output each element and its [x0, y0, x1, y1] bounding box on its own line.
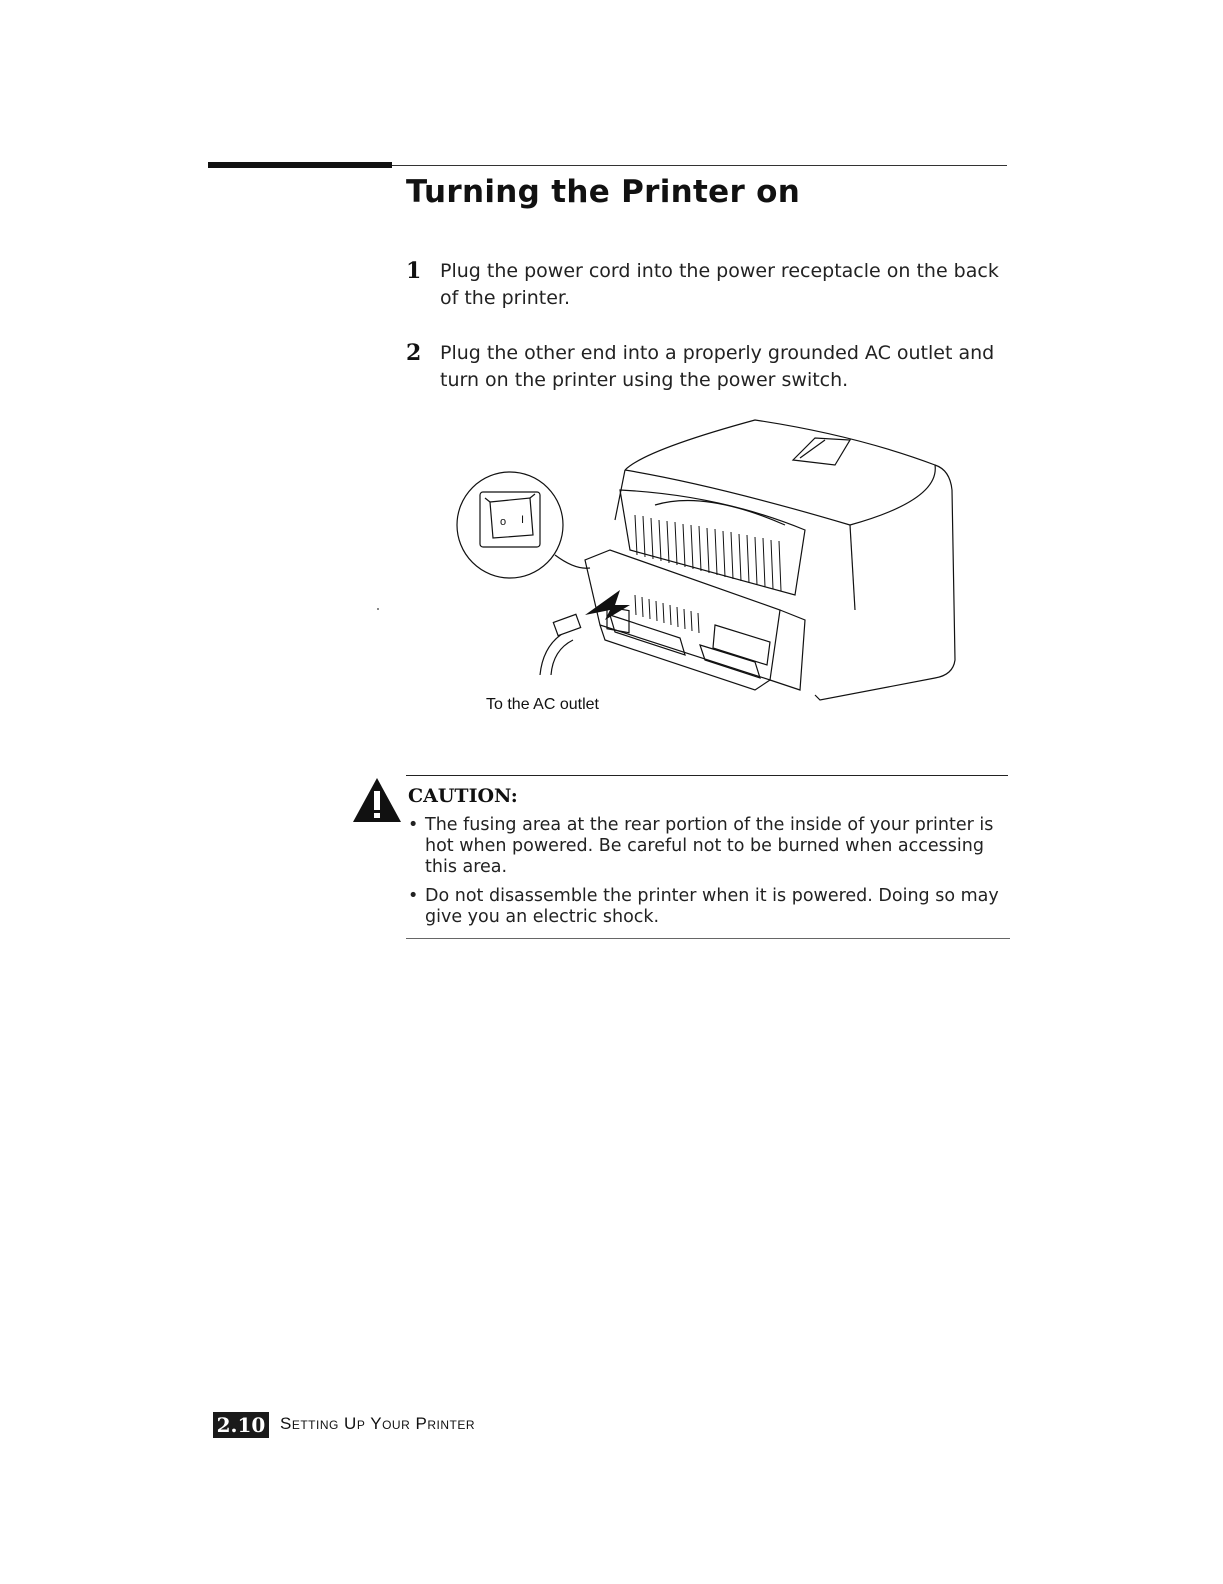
- header-rule-thick: [208, 162, 392, 168]
- caution-rule-top: [406, 775, 1008, 776]
- caution-item: • Do not disassemble the printer when it is powered. Doing so may give you an electric shock.: [408, 886, 1013, 928]
- step-number: 1: [406, 258, 422, 284]
- caution-list: [408, 815, 1013, 936]
- step-text: Plug the power cord into the power receptacle on the back of the printer.: [440, 260, 999, 309]
- printer-rear-illustration: [455, 410, 965, 720]
- page-number-badge: 2.10: [213, 1412, 269, 1438]
- switch-off-mark: o: [500, 516, 507, 528]
- caution-heading: CAUTION:: [408, 785, 518, 807]
- chapter-title: Setting Up Your Printer: [280, 1414, 475, 1433]
- warning-triangle-icon: [352, 777, 402, 823]
- insert-arrow-icon: [585, 590, 630, 620]
- step-text: Plug the other end into a properly grounded AC outlet and turn on the printer using the power switch.: [440, 342, 995, 391]
- header-rule-thin: [392, 165, 1007, 166]
- caution-rule-bottom: [406, 938, 1010, 939]
- caution-item: • The fusing area at the rear portion of the inside of your printer is hot when powered. Be careful not to be burned when accessing this area.: [408, 815, 1013, 878]
- step-number: 2: [406, 340, 422, 366]
- scan-speck: [377, 608, 379, 610]
- figure-caption: To the AC outlet: [486, 696, 599, 713]
- page-title: Turning the Printer on: [406, 174, 801, 210]
- switch-on-mark: I: [521, 514, 525, 526]
